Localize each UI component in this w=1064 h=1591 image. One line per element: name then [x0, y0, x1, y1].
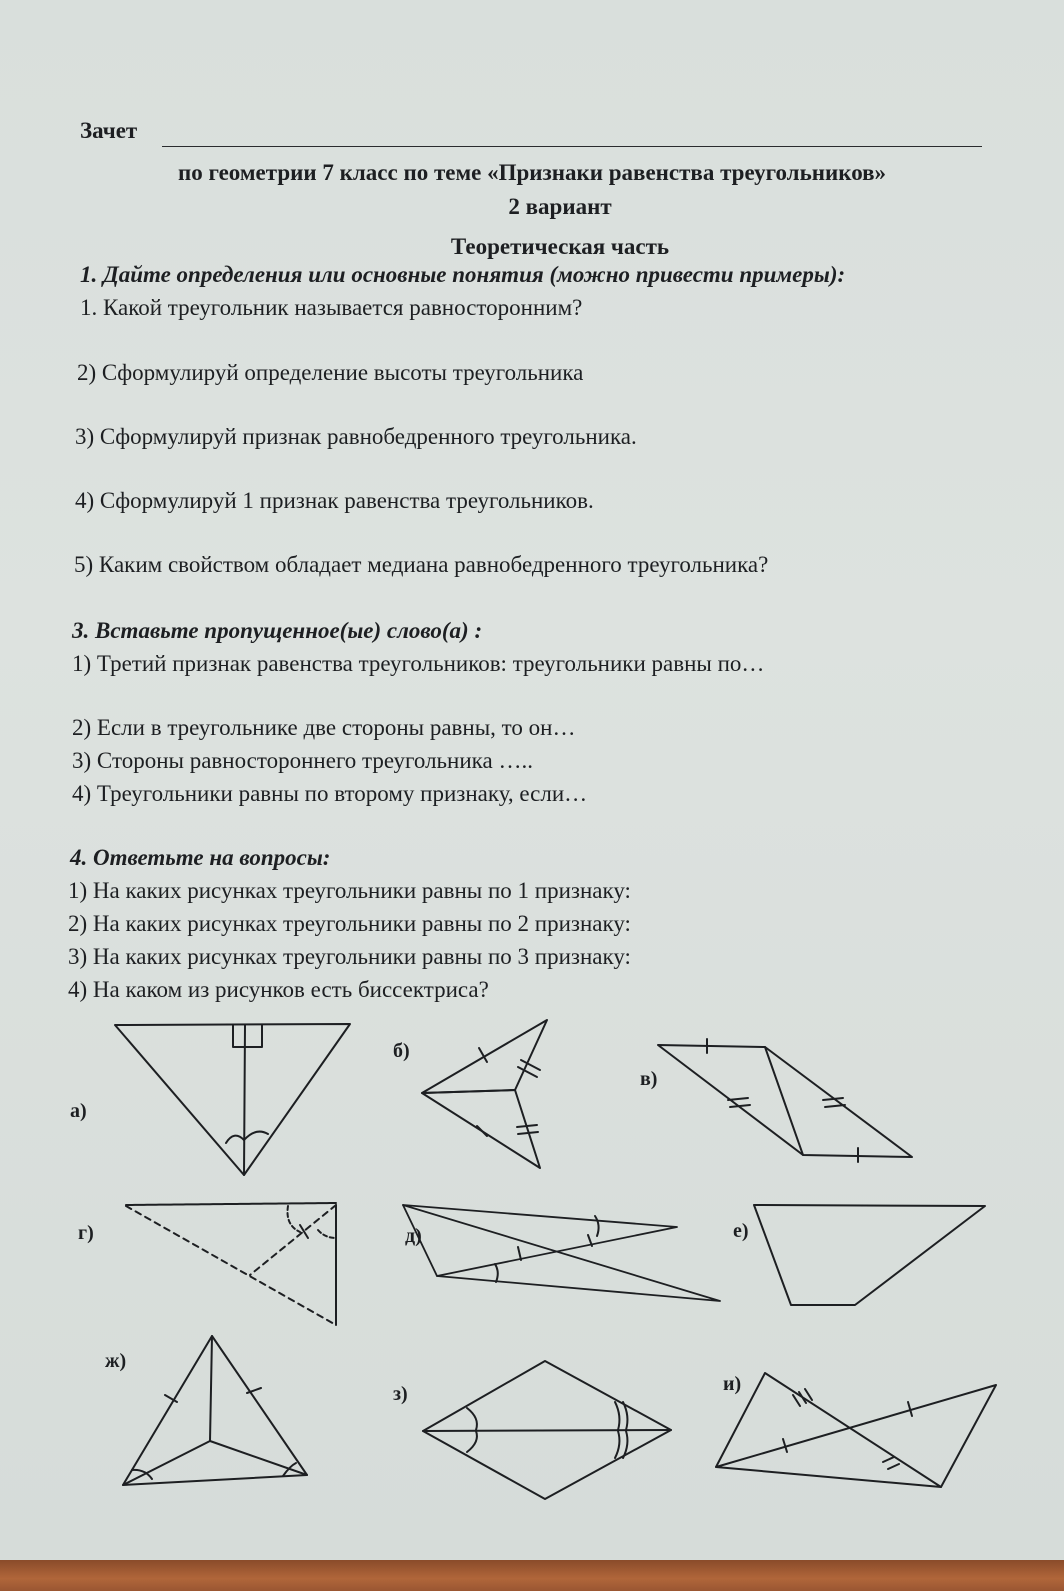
- figure-zh: [123, 1336, 307, 1485]
- task3-item: 2) Если в треугольнике две стороны равны, то он…: [72, 715, 576, 740]
- figure-label-d: д): [405, 1225, 422, 1247]
- task1-item: 1. Какой треугольник называется равносторонним?: [80, 295, 583, 320]
- figure-label-b: б): [393, 1040, 410, 1062]
- task4-item: 4) На каком из рисунков есть биссектриса?: [68, 977, 489, 1002]
- figure-a: [115, 1024, 350, 1175]
- figure-g: [126, 1203, 336, 1325]
- figure-v: [658, 1039, 912, 1162]
- figure-label-a: а): [70, 1100, 87, 1122]
- figure-e: [754, 1205, 985, 1305]
- figure-z: [423, 1361, 671, 1499]
- figure-b: [422, 1020, 547, 1168]
- task4-title: 4. Ответьте на вопросы:: [70, 845, 331, 870]
- figure-label-zh: ж): [105, 1350, 127, 1372]
- variant: 2 вариант: [508, 194, 612, 219]
- task4-item: 2) На каких рисунках треугольники равны по 2 признаку:: [68, 911, 631, 936]
- figure-d: [403, 1205, 720, 1301]
- task1-item: 3) Сформулируй признак равнобедренного треугольника.: [75, 424, 637, 449]
- figure-label-z: з): [393, 1383, 408, 1405]
- task3-item: 3) Стороны равностороннего треугольника …..: [72, 748, 533, 773]
- figure-label-v: в): [640, 1068, 658, 1090]
- zachet-label: Зачет: [80, 118, 138, 143]
- subtitle: по геометрии 7 класс по теме «Признаки равенства треугольников»: [177, 160, 887, 185]
- task1-item: 5) Каким свойством обладает медиана равнобедренного треугольника?: [74, 552, 769, 577]
- figure-label-i: и): [723, 1373, 742, 1395]
- task3-item: 4) Треугольники равны по второму признаку, если…: [72, 781, 588, 806]
- task3-item: 1) Третий признак равенства треугольников: треугольники равны по…: [72, 651, 765, 676]
- theory-heading: Теоретическая часть: [450, 234, 670, 259]
- task1-item: 2) Сформулируй определение высоты треугольника: [77, 360, 584, 385]
- figure-label-e: е): [733, 1220, 749, 1242]
- figure-i: [716, 1373, 996, 1487]
- figure-label-g: г): [78, 1222, 94, 1244]
- task4-item: 1) На каких рисунках треугольники равны по 1 признаку:: [68, 878, 631, 903]
- task1-item: 4) Сформулируй 1 признак равенства треугольников.: [75, 488, 594, 513]
- task4-item: 3) На каких рисунках треугольники равны по 3 признаку:: [68, 944, 631, 969]
- task1-title: 1. Дайте определения или основные понятия (можно привести примеры):: [80, 262, 846, 287]
- task3-title: 3. Вставьте пропущенное(ые) слово(а) :: [72, 618, 483, 643]
- table-edge: [0, 1560, 1064, 1591]
